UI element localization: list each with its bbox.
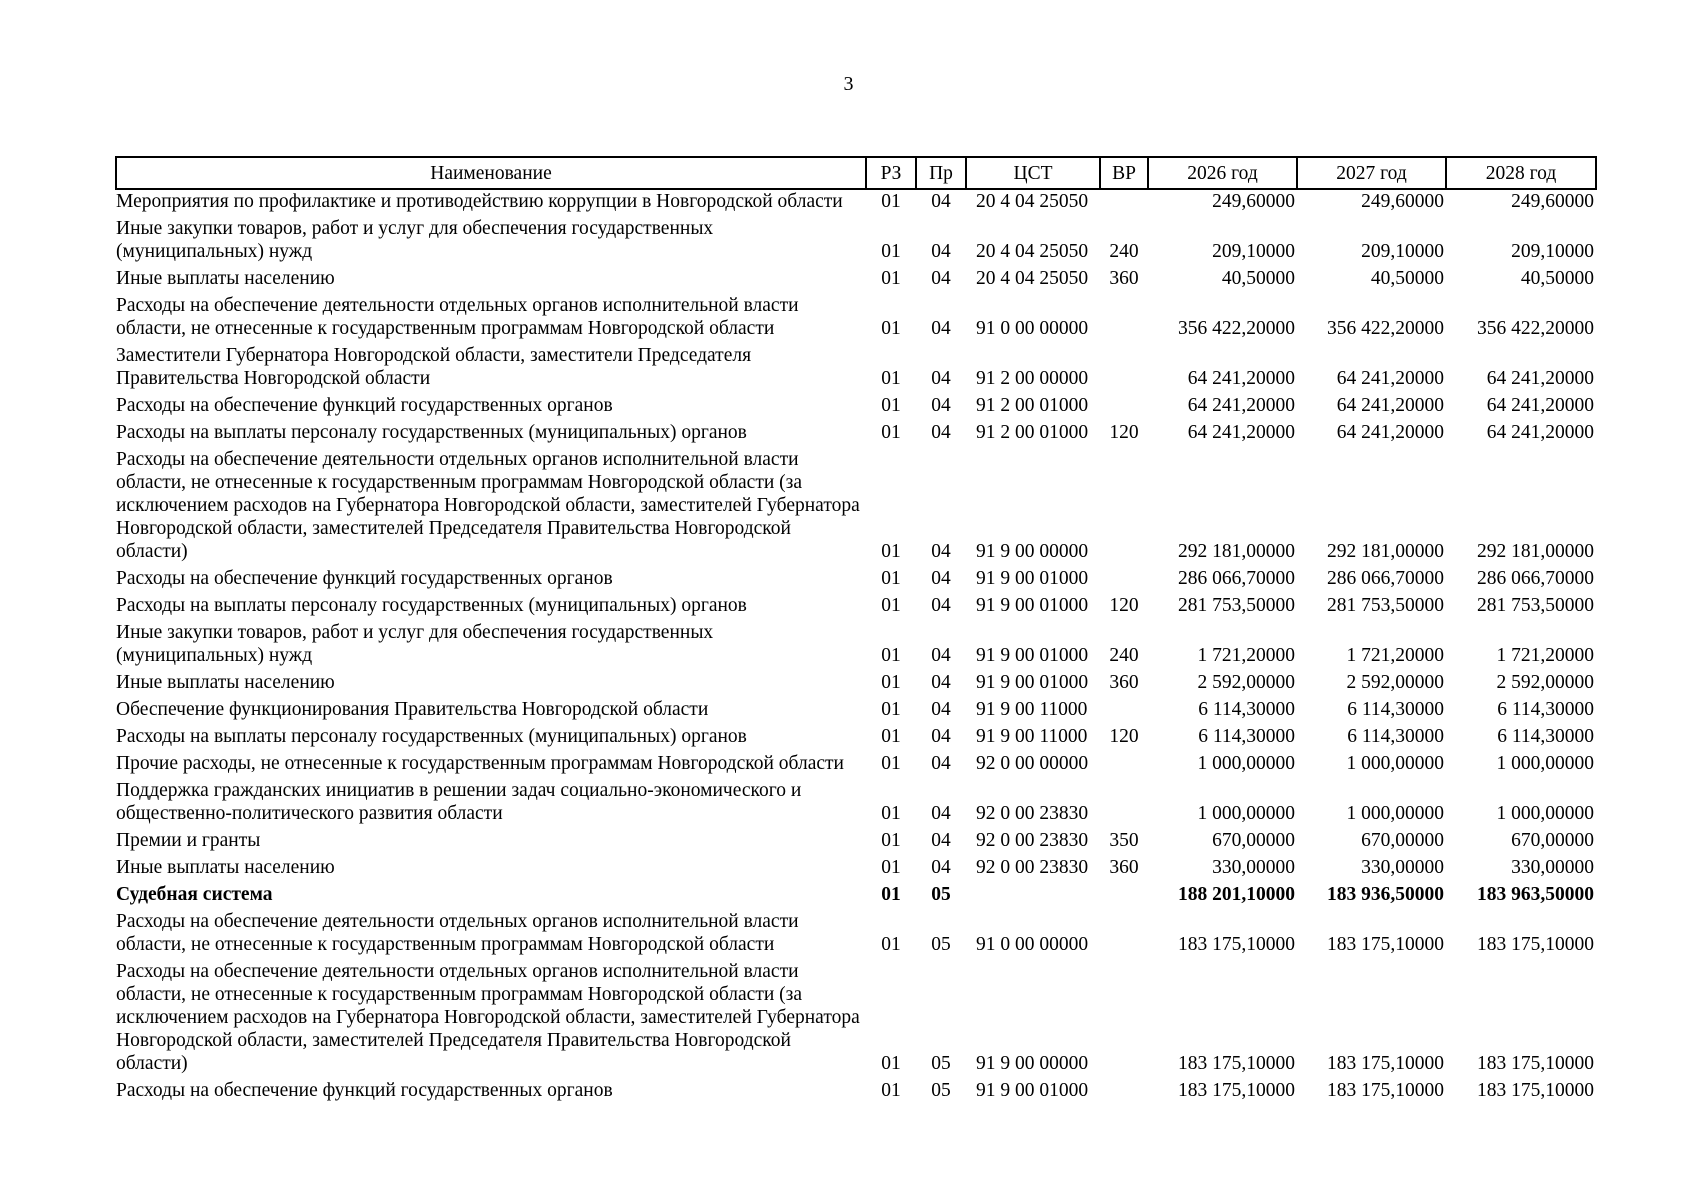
cell-vr (1100, 779, 1148, 829)
cell-vr (1100, 448, 1148, 567)
cell-2027: 209,10000 (1361, 241, 1444, 262)
cell-pr: 04 (931, 568, 951, 589)
cell-cst: 92 0 00 00000 (976, 753, 1089, 774)
cell-cst: 91 9 00 01000 (976, 1080, 1089, 1101)
table-row (116, 189, 1596, 217)
cell-name: Расходы на обеспечение деятельности отдельных органов исполнительной власти области, не отнесенные к государственным программам Новгородской области (за исключением расходов на Губернатора Новгородской области, заместителей Губернатора Новгородской области, заместителей Председателя Правительства Новгородской области) (116, 961, 860, 1074)
cell-2026: 286 066,70000 (1178, 568, 1295, 589)
cell-rz: 01 (881, 568, 901, 589)
cell-2028: 183 175,10000 (1477, 934, 1594, 955)
table-row (116, 217, 1596, 267)
cell-rz: 01 (881, 241, 901, 262)
cell-vr (1100, 698, 1148, 725)
cell-2027: 281 753,50000 (1327, 595, 1444, 616)
cell-rz: 01 (881, 422, 901, 443)
cell-cst: 91 9 00 01000 (976, 568, 1089, 589)
cell-rz: 01 (881, 753, 901, 774)
cell-name: Расходы на обеспечение функций государственных органов (116, 1080, 613, 1101)
cell-cst: 20 4 04 25050 (976, 241, 1089, 262)
cell-2028: 183 963,50000 (1477, 884, 1594, 905)
cell-2026: 1 000,00000 (1197, 753, 1295, 774)
cell-2027: 183 175,10000 (1327, 934, 1444, 955)
cell-2026: 356 422,20000 (1178, 318, 1295, 339)
table-row (116, 829, 1596, 856)
cell-2028: 64 241,20000 (1486, 368, 1594, 389)
table-row (116, 344, 1596, 394)
cell-rz: 01 (881, 726, 901, 747)
cell-name: Расходы на обеспечение деятельности отдельных органов исполнительной власти области, не отнесенные к государственным программам Новгородской области (116, 295, 799, 339)
cell-2028: 6 114,30000 (1497, 699, 1594, 720)
cell-rz: 01 (881, 803, 901, 824)
cell-rz: 01 (881, 1053, 901, 1074)
cell-2026: 249,60000 (1212, 191, 1295, 212)
cell-pr: 04 (931, 699, 951, 720)
cell-pr: 04 (931, 803, 951, 824)
table-row (116, 883, 1596, 910)
cell-2028: 292 181,00000 (1477, 541, 1594, 562)
cell-vr: 120 (1109, 422, 1139, 443)
table-row (116, 698, 1596, 725)
cell-pr: 04 (931, 395, 951, 416)
cell-rz: 01 (881, 268, 901, 289)
cell-2028: 286 066,70000 (1477, 568, 1594, 589)
cell-2027: 1 000,00000 (1346, 753, 1444, 774)
cell-pr: 05 (931, 934, 951, 955)
cell-2027: 6 114,30000 (1347, 726, 1444, 747)
cell-2028: 2 592,00000 (1496, 672, 1594, 693)
cell-name: Расходы на обеспечение функций государственных органов (116, 395, 613, 416)
header-row (116, 157, 1596, 189)
cell-pr: 04 (931, 422, 951, 443)
cell-rz: 01 (881, 857, 901, 878)
cell-pr: 04 (931, 753, 951, 774)
cell-pr: 04 (931, 241, 951, 262)
cell-2027: 249,60000 (1361, 191, 1444, 212)
cell-vr (1100, 394, 1148, 421)
cell-pr: 04 (931, 857, 951, 878)
cell-2028: 1 721,20000 (1496, 645, 1594, 666)
cell-name: Расходы на обеспечение деятельности отдельных органов исполнительной власти области, не отнесенные к государственным программам Новгородской области (116, 911, 799, 955)
table-row (116, 725, 1596, 752)
cell-2028: 40,50000 (1520, 268, 1594, 289)
cell-rz: 01 (881, 318, 901, 339)
cell-name: Обеспечение функционирования Правительства Новгородской области (116, 699, 709, 720)
table-row (116, 1079, 1596, 1106)
cell-pr: 04 (931, 191, 951, 212)
cell-name: Иные закупки товаров, работ и услуг для обеспечения государственных (муниципальных) нужд (116, 622, 714, 666)
cell-2026: 1 721,20000 (1197, 645, 1295, 666)
header-2026: 2026 год (1148, 157, 1297, 189)
cell-cst: 20 4 04 25050 (976, 268, 1089, 289)
cell-name: Расходы на выплаты персоналу государственных (муниципальных) органов (116, 422, 747, 443)
table-row (116, 960, 1596, 1079)
cell-rz: 01 (881, 699, 901, 720)
cell-cst: 91 9 00 01000 (976, 645, 1089, 666)
cell-2027: 670,00000 (1361, 830, 1444, 851)
table-row (116, 567, 1596, 594)
cell-pr: 04 (931, 645, 951, 666)
cell-cst: 91 2 00 00000 (976, 368, 1089, 389)
cell-name: Расходы на обеспечение функций государственных органов (116, 568, 613, 589)
cell-2027: 356 422,20000 (1327, 318, 1444, 339)
header-2027: 2027 год (1297, 157, 1446, 189)
cell-rz: 01 (881, 672, 901, 693)
cell-cst: 91 9 00 01000 (976, 595, 1089, 616)
cell-rz: 01 (881, 191, 901, 212)
cell-rz: 01 (881, 541, 901, 562)
cell-2028: 356 422,20000 (1477, 318, 1594, 339)
cell-2027: 286 066,70000 (1327, 568, 1444, 589)
cell-2026: 64 241,20000 (1187, 422, 1295, 443)
cell-pr: 05 (931, 1053, 951, 1074)
cell-pr: 05 (931, 1080, 951, 1101)
page-number: 3 (843, 73, 854, 95)
cell-2027: 292 181,00000 (1327, 541, 1444, 562)
cell-vr (1100, 752, 1148, 779)
cell-2026: 2 592,00000 (1197, 672, 1295, 693)
table-body (116, 189, 1596, 1106)
cell-2026: 292 181,00000 (1178, 541, 1295, 562)
cell-name: Прочие расходы, не отнесенные к государственным программам Новгородской области (116, 753, 844, 774)
cell-name: Расходы на обеспечение деятельности отдельных органов исполнительной власти области, не отнесенные к государственным программам Новгородской области (за исключением расходов на Губернатора Новгородской области, заместителей Губернатора Новгородской области, заместителей Председателя Правительства Новгородской области) (116, 449, 860, 562)
cell-2026: 40,50000 (1221, 268, 1295, 289)
cell-2027: 2 592,00000 (1346, 672, 1444, 693)
cell-2026: 6 114,30000 (1198, 726, 1295, 747)
cell-2026: 281 753,50000 (1178, 595, 1295, 616)
cell-cst: 91 9 00 00000 (976, 1053, 1089, 1074)
cell-name: Поддержка гражданских инициатив в решении задач социально-экономического и общественно-политического развития области (116, 780, 802, 824)
cell-name: Расходы на выплаты персоналу государственных (муниципальных) органов (116, 726, 747, 747)
cell-pr: 04 (931, 726, 951, 747)
cell-2028: 6 114,30000 (1497, 726, 1594, 747)
cell-rz: 01 (881, 884, 901, 905)
cell-vr (1100, 883, 1148, 910)
table-row (116, 421, 1596, 448)
cell-pr: 04 (931, 318, 951, 339)
header-vr: ВР (1100, 157, 1148, 189)
cell-rz: 01 (881, 934, 901, 955)
cell-name: Мероприятия по профилактике и противодействию коррупции в Новгородской области (116, 191, 843, 212)
cell-cst: 92 0 00 23830 (976, 830, 1089, 851)
table-row (116, 671, 1596, 698)
cell-rz: 01 (881, 595, 901, 616)
cell-2026: 670,00000 (1212, 830, 1295, 851)
cell-pr: 04 (931, 830, 951, 851)
cell-2027: 64 241,20000 (1336, 422, 1444, 443)
cell-2028: 209,10000 (1511, 241, 1594, 262)
table-row (116, 910, 1596, 960)
table-row (116, 752, 1596, 779)
cell-vr (1100, 567, 1148, 594)
cell-vr: 120 (1109, 595, 1139, 616)
cell-2028: 64 241,20000 (1486, 395, 1594, 416)
cell-vr (1100, 960, 1148, 1079)
cell-2027: 330,00000 (1361, 857, 1444, 878)
cell-2028: 330,00000 (1511, 857, 1594, 878)
cell-vr: 120 (1109, 726, 1139, 747)
cell-pr: 04 (931, 541, 951, 562)
cell-2026: 6 114,30000 (1198, 699, 1295, 720)
cell-cst: 91 2 00 01000 (976, 422, 1089, 443)
cell-cst (966, 883, 1100, 910)
table-row (116, 856, 1596, 883)
table-row (116, 594, 1596, 621)
budget-table (115, 156, 1597, 1106)
cell-cst: 91 9 00 00000 (976, 541, 1089, 562)
cell-vr: 360 (1109, 268, 1139, 289)
header-name: Наименование (116, 157, 866, 189)
cell-name: Иные выплаты населению (116, 268, 335, 289)
cell-rz: 01 (881, 368, 901, 389)
cell-vr: 240 (1109, 645, 1139, 666)
cell-name: Расходы на выплаты персоналу государственных (муниципальных) органов (116, 595, 747, 616)
cell-vr (1100, 910, 1148, 960)
cell-2028: 249,60000 (1511, 191, 1594, 212)
cell-vr: 360 (1109, 857, 1139, 878)
cell-cst: 91 9 00 01000 (976, 672, 1089, 693)
cell-vr: 240 (1109, 241, 1139, 262)
table-row (116, 267, 1596, 294)
cell-vr (1100, 189, 1148, 217)
cell-cst: 91 2 00 01000 (976, 395, 1089, 416)
header-cst: ЦСТ (966, 157, 1100, 189)
cell-2026: 188 201,10000 (1178, 884, 1295, 905)
table-row (116, 394, 1596, 421)
cell-name: Судебная система (116, 884, 273, 905)
cell-2027: 40,50000 (1370, 268, 1444, 289)
cell-name: Премии и гранты (116, 830, 261, 851)
cell-rz: 01 (881, 1080, 901, 1101)
cell-2027: 1 721,20000 (1346, 645, 1444, 666)
cell-cst: 91 9 00 11000 (976, 726, 1088, 747)
cell-rz: 01 (881, 395, 901, 416)
header-rz: РЗ (866, 157, 916, 189)
cell-2026: 64 241,20000 (1187, 368, 1295, 389)
cell-2028: 1 000,00000 (1496, 803, 1594, 824)
table-header (116, 157, 1596, 189)
cell-2026: 330,00000 (1212, 857, 1295, 878)
cell-name: Заместители Губернатора Новгородской области, заместители Председателя Правительства Новгородской области (116, 345, 752, 389)
cell-name: Иные выплаты населению (116, 672, 335, 693)
cell-2026: 183 175,10000 (1178, 1053, 1295, 1074)
cell-pr: 04 (931, 672, 951, 693)
cell-vr (1100, 344, 1148, 394)
cell-pr: 05 (931, 884, 951, 905)
cell-vr (1100, 1079, 1148, 1106)
cell-2027: 183 175,10000 (1327, 1053, 1444, 1074)
cell-vr: 350 (1109, 830, 1139, 851)
cell-name: Иные выплаты населению (116, 857, 335, 878)
cell-2026: 64 241,20000 (1187, 395, 1295, 416)
cell-cst: 20 4 04 25050 (976, 191, 1089, 212)
table-row (116, 779, 1596, 829)
cell-2026: 209,10000 (1212, 241, 1295, 262)
cell-2026: 1 000,00000 (1197, 803, 1295, 824)
cell-2027: 1 000,00000 (1346, 803, 1444, 824)
cell-2028: 670,00000 (1511, 830, 1594, 851)
cell-cst: 91 9 00 11000 (976, 699, 1088, 720)
cell-vr (1100, 294, 1148, 344)
cell-vr: 360 (1109, 672, 1139, 693)
cell-name: Иные закупки товаров, работ и услуг для обеспечения государственных (муниципальных) нужд (116, 218, 714, 262)
cell-cst: 92 0 00 23830 (976, 857, 1089, 878)
cell-2028: 183 175,10000 (1477, 1053, 1594, 1074)
cell-pr: 04 (931, 268, 951, 289)
cell-2027: 6 114,30000 (1347, 699, 1444, 720)
cell-rz: 01 (881, 645, 901, 666)
cell-2026: 183 175,10000 (1178, 1080, 1295, 1101)
cell-cst: 91 0 00 00000 (976, 318, 1089, 339)
cell-2028: 281 753,50000 (1477, 595, 1594, 616)
cell-2028: 183 175,10000 (1477, 1080, 1594, 1101)
header-2028: 2028 год (1446, 157, 1596, 189)
cell-2027: 183 175,10000 (1327, 1080, 1444, 1101)
cell-2027: 183 936,50000 (1327, 884, 1444, 905)
cell-2027: 64 241,20000 (1336, 395, 1444, 416)
header-pr: Пр (916, 157, 966, 189)
cell-rz: 01 (881, 830, 901, 851)
cell-2027: 64 241,20000 (1336, 368, 1444, 389)
cell-2028: 1 000,00000 (1496, 753, 1594, 774)
cell-2026: 183 175,10000 (1178, 934, 1295, 955)
cell-cst: 91 0 00 00000 (976, 934, 1089, 955)
table-row (116, 294, 1596, 344)
cell-pr: 04 (931, 595, 951, 616)
cell-cst: 92 0 00 23830 (976, 803, 1089, 824)
table-row (116, 448, 1596, 567)
cell-2028: 64 241,20000 (1486, 422, 1594, 443)
table-row (116, 621, 1596, 671)
cell-pr: 04 (931, 368, 951, 389)
